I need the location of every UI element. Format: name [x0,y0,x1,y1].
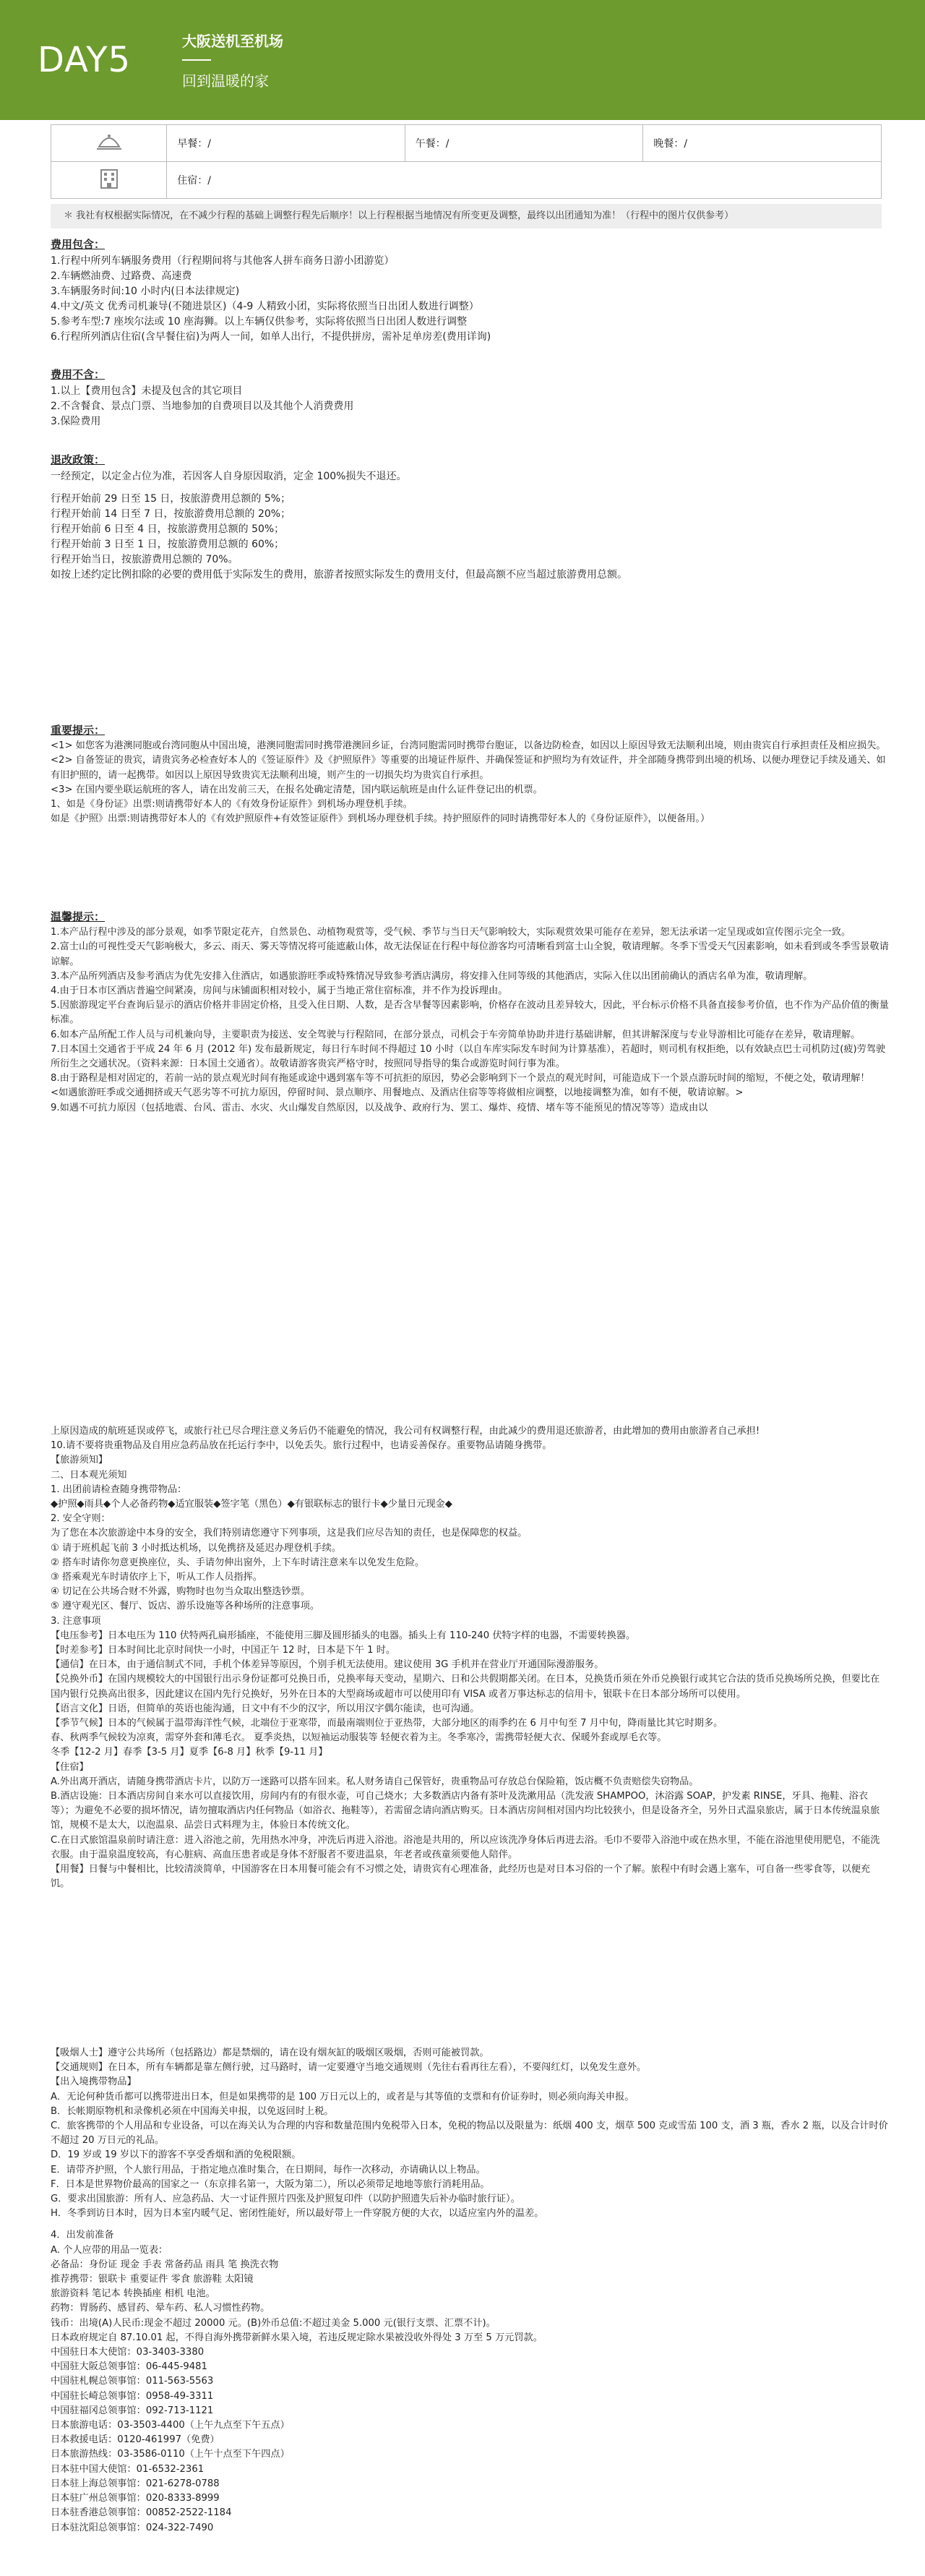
text-line: 【时差参考】日本时间比北京时间快一小时，中国正午 12 时，日本是下午 1 时。 [51,1645,396,1656]
text-line: 一经预定，以定金占位为准，若因客人自身原因取消，定金 100%损失不退还。 [51,471,407,482]
text-line: 【兑换外币】在国内规模较大的中国银行出示身份证都可兑换日币，兑换率每天变动，星期六、日和公共假期都关闭。在日本，兑换货币须在外币兑换银行或其它合法的货币兑换场所兑换，但要比在国内银行兑换高出很多，因此建议在国内先行兑换好，另外在日本的大型商场或超市可以使用印有 VISA 或者万事达标志的信用卡，银联卡在日本部分场所可以使用。 [51,1674,880,1700]
text-line: 2. 安全守则： [51,1513,111,1525]
text-line: <3> 在国内要坐联运航班的客人，请在出发前三天，在报名处确定清楚，国内联运航班是由什么证件登记出的机票。 [51,784,543,795]
text-line [51,484,889,492]
text-line: 日本驻上海总领事馆：021-6278-0788 [51,2478,220,2489]
text-line: H．冬季到访日本时，因为日本室内暖气足、密闭性能好，所以最好带上一件穿脱方便的大衣，以适应室内外的温差。 [51,2208,544,2220]
text-line: C.在日式旅馆温泉前时请注意：进入浴池之前，先用热水冲身，冲洗后再进入浴池。浴池是共用的，所以应该洗净身体后再进去浴。毛巾不要带入浴池中或在热水里，不能在浴池里使用肥皂，不能洗衣服。由于温泉温度较高，有心脏病、高血压患者或是身体不舒服者不要进温泉，年老者或孩童须要他人陪伴。 [51,1834,880,1860]
route-subtitle: 回到温暖的家 [182,72,269,90]
text-line: 3. 注意事项 [51,1615,101,1627]
text-line: G．要求出国旅游：所有人、应急药品、大一寸证件照片四张及护照复印件（以防护照遗失后补办临时旅行证）。 [51,2194,520,2205]
hotel-building-icon [98,168,121,189]
fee-include-title: 费用包含： [51,238,106,251]
text-line: 春、秋两季气候较为凉爽，需穿外套和薄毛衣。 夏季炎热，以短袖运动服装等 轻便衣着为主。冬季寒冷，需携带轻便大衣、保暖外套或厚毛衣等。 [51,1732,667,1744]
text-line: 中国驻札幌总领事馆：011-563-5563 [51,2376,214,2387]
text-line: 【住宿】 [51,1761,89,1773]
text-line: 2.不含餐食、景点门票、当地参加的自费项目以及其他个人消费费用 [51,401,354,412]
text-line: 【电压参考】日本电压为 110 伏特两孔扁形插座，不能使用三脚及圆形插头的电器。插头上有 110-240 伏特字样的电器，不需要转换器。 [51,1630,636,1641]
text-line: 为了您在本次旅游途中本身的安全，我们特别请您遵守下列事项，这是我们应尽告知的责任，也是保障您的权益。 [51,1528,528,1539]
text-line: 7.日本国土交通省于平成 24 年 6 月 (2012 年) 发布最新规定，每日行车时间不得超过 10 小时（以自车库实际发车时间为计算基准），若超时，则司机有权拒绝，以有效缺点巴士司机防过(疲)劳驾驶所衍生之交通状况。（资料来源：日本国土交通省）。故敬请游客贵宾严格守时，按照同导指导的集合或游览时间行事为准。 [51,1043,886,1070]
fee-exclude-section [51,367,889,429]
text-line: 行程开始前 3 日至 1 日，按旅游费用总额的 60%； [51,539,285,550]
text-line: 4．出发前准备 [51,2230,114,2241]
meal-icon-cell [51,125,167,162]
text-line: ④ 切记在公共场合财不外露，购物时也勿当众取出整迭钞票。 [51,1586,310,1598]
meal-row [51,125,882,162]
text-line: ① 请于班机起飞前 3 小时抵达机场，以免携挤及延迟办理登机手续。 [51,1542,342,1554]
text-line: C．旅客携带的个人用品和专业设备，可以在海关认为合理的内容和数量范围内免税带入日本，免税的物品以及限量为：纸烟 400 支，烟草 500 克或雪茄 100 支，酒 3 瓶，香水 2 瓶，以及合计时价不超过 20 万日元的礼品。 [51,2121,888,2147]
text-line: 9.如遇不可抗力原因（包括地震、台风、雷击、水灾、火山爆发自然原因，以及战争、政府行为、罢工、爆炸、疫情、堵车等不能预见的情况等等）造成由以 [51,1102,708,1113]
text-line [51,2221,889,2228]
important-section [51,723,889,826]
fee-exclude-title: 费用不含： [51,368,106,381]
text-line: 如按上述约定比例扣除的必要的费用低于实际发生的费用，旅游者按照实际发生的费用支付，但最高额不应当超过旅游费用总额。 [51,569,627,581]
warm-list [51,925,889,1116]
text-line: 10.请不要将贵重物品及自用应急药品放在托运行李中，以免丢失。旅行过程中，也请妥善保存。重要物品请随身携带。 [51,1440,552,1452]
fee-include-section [51,237,889,345]
text-line: 3.保险费用 [51,416,101,427]
text-line: 二、日本观光须知 [51,1469,127,1481]
text-line: 【出入境携带物品】 [51,2076,137,2088]
text-line: 1. 出团前请检查随身携带物品： [51,1484,187,1495]
text-line: 上原因造成的航班延误或停飞，或旅行社已尽合理注意义务后仍不能避免的情况，我公司有权调整行程，由此减少的费用退还旅游者，由此增加的费用由旅游者自己承担! [51,1426,760,1437]
text-line: 推荐携带：银联卡 重要证件 零食 旅游鞋 太阳镜 [51,2274,254,2285]
text-line: 日本政府规定自 87.10.01 起，不得自海外携带新鲜水果入境，若违反规定除水果被没收外得处 3 万至 5 万元罚款。 [51,2332,543,2343]
dinner-cell: 晚餐：/ [643,125,882,162]
refund-title: 退改政策： [51,453,106,466]
hotel-icon-cell [51,162,167,199]
lunch-cell: 午餐：/ [405,125,643,162]
text-line: E．请带齐护照，个人旅行用品，于指定地点准时集合，在日期间，每作一次移动，亦请确认以上物品。 [51,2164,486,2175]
text-line: 8.由于路程是相对固定的，若前一站的景点观光时间有拖延或途中遇到塞车等不可抗拒的原因，势必会影响到下一个景点的观光时间，可能造成下一个景点游玩时间的缩短，不便之处，敬请理解！ [51,1073,870,1084]
text-line: F．日本是世界物价最高的国家之一（东京排名第一，大阪为第二），所以必须带足地地等旅行消耗用品。 [51,2178,490,2190]
text-line: 【语言文化】日语，但简单的英语也能沟通，日文中有不少的汉字，所以用汉字偶尔能读，也可沟通。 [51,1703,480,1714]
text-line: ② 搭车时请你勿意更换座位，头、手请勿伸出窗外，上下车时请注意来车以免发生危险。 [51,1557,425,1568]
breakfast-cell: 早餐：/ [167,125,405,162]
day-header [0,0,925,120]
text-line: 旅游资料 笔记本 转换插座 相机 电池。 [51,2288,215,2300]
route-separator [182,59,211,61]
text-line: 5.参考车型:7 座埃尔法或 10 座海狮。以上车辆仅供参考，实际将依照当日出团人数进行调整 [51,316,468,328]
text-line: 【旅游须知】 [51,1455,108,1466]
important-title: 重要提示： [51,724,106,737]
text-line: 1.行程中所列车辆服务费用（行程期间将与其他客人拼车商务日游小团游览） [51,255,395,267]
text-line: 日本驻广州总领事馆：020-8333-8999 [51,2493,220,2504]
text-line: 【交通规则】在日本，所有车辆都是靠左侧行驶，过马路时，请一定要遵守当地交通规则（先往右看再往左看），不要闯红灯，以免发生意外。 [51,2062,647,2074]
text-line: 日本旅游热线：03-3586-0110（上午十点至下午四点） [51,2449,290,2460]
text-line: B.酒店设施：日本酒店房间自来水可以直接饮用，房间内有的有很水壶，可自己烧水；大多数酒店内备有茶叶及洗漱用品（洗发液 SHAMPOO，沐浴露 SOAP，护发素 RINSE，牙具、拖鞋、浴衣等）；为避免不必要的损坏情况，请勿擅取酒店内任何物品（如浴衣、拖鞋等），若需留念请向酒店购买。日本酒店房间相对国内均比较狭小，但是设备齐全，另外日式温泉旅店，属于日本传统温泉旅馆，规模不是太大，以泡温泉、品尝日式料理为主，体验日本传统文化。 [51,1791,880,1831]
text-line: 行程开始前 6 日至 4 日，按旅游费用总额的 50%； [51,523,285,535]
fee-exclude-list [51,384,889,429]
refund-list [51,469,889,583]
important-list [51,739,889,826]
text-line: 3.本产品所列酒店及参考酒店为优先安排入住酒店，如遇旅游旺季或特殊情况导致参考酒店满房，将安排入住同等级的其他酒店，实际入住以出团前确认的酒店名单为准，敬请理解。 [51,970,813,982]
text-line: A．无论何种货币都可以携带进出日本，但是如果携带的是 100 万日元以上的，或者是与其等值的支票和有价证券时，则必须向海关申报。 [51,2091,634,2102]
text-line: 冬季【12-2 月】春季【3-5 月】夏季【6-8 月】秋季【9-11 月】 [51,1747,328,1758]
text-line: 日本驻香港总领事馆：00852-2522-1184 [51,2507,232,2519]
warm-title: 温馨提示： [51,910,106,923]
text-line: <如遇旅游旺季或交通拥挤或天气恶劣等不可抗力原因，停留时间、景点顺序、用餐地点、及酒店住宿等等将做相应调整，以地接调整为准，如有不便，敬请谅解。> [51,1087,744,1099]
text-line: 【用餐】日餐与中餐相比，比较清淡简单，中国游客在日本用餐可能会有不习惯之处，请贵宾有心理准备，此经历也是对日本习俗的一个了解。旅程中有时会遇上塞车，可自备一些零食等，以便充饥。 [51,1864,871,1890]
text-line: 如是《护照》出票:则请携带好本人的《有效护照原件+有效签证原件》到机场办理登机手续。持护照原件的同时请携带好本人的《身份证原件》，以便备用。） [51,813,710,825]
text-line: 必备品：身份证 现金 手表 常备药品 雨具 笔 换洗衣物 [51,2259,279,2270]
text-line: 行程开始前 14 日至 7 日，按旅游费用总额的 20%； [51,508,291,520]
text-line: 中国驻日本大使馆：03-3403-3380 [51,2347,205,2358]
text-line: 5.因旅游现定平台查询后显示的酒店价格并非固定价格，且受入住日期、人数，是否含早餐等因素影响，价格存在波动且差异较大，因此，平台标示价格不具备直接参考价值，也不作为产品价值的衡量标准。 [51,1000,889,1026]
text-line: 日本旅游电话：03-3503-4400（上午九点至下午五点） [51,2420,290,2431]
fee-include-list [51,254,889,345]
dining-cloche-icon [96,131,122,153]
text-line: ◆护照◆雨具◆个人必备药物◆适宜服装◆签字笔（黑色）◆有银联标志的银行卡◆少量日元现金◆ [51,1499,452,1510]
route-box [182,30,283,90]
text-line: <1> 如您客为港澳同胞或台湾同胞从中国出境，港澳同胞需同时携带港澳回乡证，台湾同胞需同时携带台胞证，以备边防检查，如因以上原因导致无法顺利出境，则由贵宾自行承担责任及相应损失。 [51,740,886,752]
entry-exit-section [51,2046,889,2536]
text-line: 【吸烟人士】遵守公共场所（包括路边）都是禁烟的，请在设有烟灰缸的吸烟区吸烟，否则可能被罚款。 [51,2047,489,2058]
text-line: 3.车辆服务时间:10 小时内(日本法律规定) [51,286,240,297]
text-line: 【季节气候】日本的气候属于温带海洋性气候，北端位于亚寒带，而最南端则位于亚热带，大部分地区的雨季约在 6 月中旬至 7 月中旬，降雨量比其它时期多。 [51,1718,723,1729]
text-line: ⑤ 遵守观光区、餐厅、饭店、游乐设施等各种场所的注意事项。 [51,1601,320,1612]
text-line: 行程开始当日，按旅游费用总额的 70%。 [51,554,238,565]
text-line: 2.车辆燃油费、过路费、高速费 [51,270,192,282]
route-title: 大阪送机至机场 [182,33,283,50]
hotel-row [51,162,882,199]
text-line: A.外出离开酒店，请随身携带酒店卡片，以防万一迷路可以搭车回来。私人财务请自己保管好，贵重物品可存放总台保险箱，饭店概不负责赔偿失窃物品。 [51,1776,699,1787]
text-line: 6.如本产品所配工作人员与司机兼向导，主要职责为接送、安全驾驶与行程陪同，在部分景点，司机会于车旁简单协助并进行基础讲解，但其讲解深度与专业导游相比可能存在差异，敬请理解。 [51,1029,861,1040]
meal-hotel-table [51,124,882,199]
text-line: 钱币：出境(A)人民币:现金不超过 20000 元。(B)外币总值:不超过美金 5.000 元(银行支票、汇票不计)。 [51,2317,496,2329]
text-line: 药物：胃肠药、感冒药、晕车药、私人习惯性药物。 [51,2303,270,2314]
text-line: 4.中文/英文 优秀司机兼导(不随进景区)（4-9 人精致小团，实际将依照当日出团人数进行调整） [51,301,479,312]
warm-section [51,910,889,1116]
text-line: B．长帐期原物机和录像机必须在中国海关申报，以免返回时上税。 [51,2105,334,2117]
text-line: 日本救援电话：0120-461997（免费） [51,2434,220,2446]
travel-notes-section [51,1424,889,1892]
travel-notes-list [51,1424,889,1892]
text-line: 1、如是《身份证》出票:则请携带好本人的《有效身份证原件》到机场办理登机手续。 [51,799,413,810]
text-line: A. 个人应带的用品一览表： [51,2244,168,2256]
text-line: 中国驻长崎总领事馆：0958-49-3311 [51,2390,214,2402]
text-line: 6.行程所列酒店住宿(含早餐住宿)为两人一间，如单人出行，不提供拼房，需补足单房差(费用详询) [51,331,491,343]
text-line: 日本驻沈阳总领事馆：024-322-7490 [51,2522,214,2533]
text-line: ③ 搭乘观光车时请依序上下，听从工作人员指挥。 [51,1572,262,1583]
text-line: 2.富士山的可视性受天气影响极大，多云、雨天、雾天等情况将可能遮蔽山体，故无法保证在行程中每位游客均可清晰看到富士山全貌，敬请理解。冬季下雪受天气因素影响，如未看到或冬季雪景敬请谅解。 [51,941,889,967]
text-line: D．19 岁或 19 岁以下的游客不享受香烟和酒的免税限额。 [51,2149,301,2161]
text-line: 中国驻福冈总领事馆：092-713-1121 [51,2405,214,2416]
hotel-cell: 住宿：/ [167,162,882,199]
text-line: 【通信】在日本，由于通信制式不同，手机个体差异等原因，个别手机无法使用。建议使用 3G 手机并在营业厅开通国际漫游服务。 [51,1659,604,1671]
text-line: 日本驻中国大使馆：01-6532-2361 [51,2463,205,2475]
refund-section [51,453,889,583]
text-line: 4.由于日本市区酒店普遍空间紧凑，房间与床铺面积相对较小，属于当地正常住宿标准，并不作为投诉理由。 [51,985,508,997]
text-line: 1.本产品行程中涉及的部分景观，如季节限定花卉，自然景色、动植物观赏等，受气候、季节与当日天气影响较大，实际观赏效果可能存在差异，恕无法承诺一定呈现或如宣传图示完全一致。 [51,927,851,938]
entry-exit-list [51,2046,889,2536]
text-line: <2> 自备签证的贵宾，请贵宾务必检查好本人的《签证原件》及《护照原件》等重要的出境证件原件、并确保签证和护照均为有效证件，并全部随身携带到出境的机场、以便办理登记手续及通关、如有旧护照的，请一起携带。如因以上原因导致贵宾无法顺利出境，则产生的一切损失均为贵宾自行承担。 [51,755,886,781]
text-line: 1.以上【费用包含】未提及包含的其它项目 [51,385,243,397]
day-label: DAY5 [38,40,132,80]
notice-bar: ＊ 我社有权根据实际情况，在不减少行程的基础上调整行程先后顺序！以上行程根据当地情况有所变更及调整，最终以出团通知为准！（行程中的图片仅供参考） [51,204,882,228]
text-line: 行程开始前 29 日至 15 日，按旅游费用总额的 5%； [51,493,291,505]
text-line: 中国驻大阪总领事馆：06-445-9481 [51,2361,207,2373]
